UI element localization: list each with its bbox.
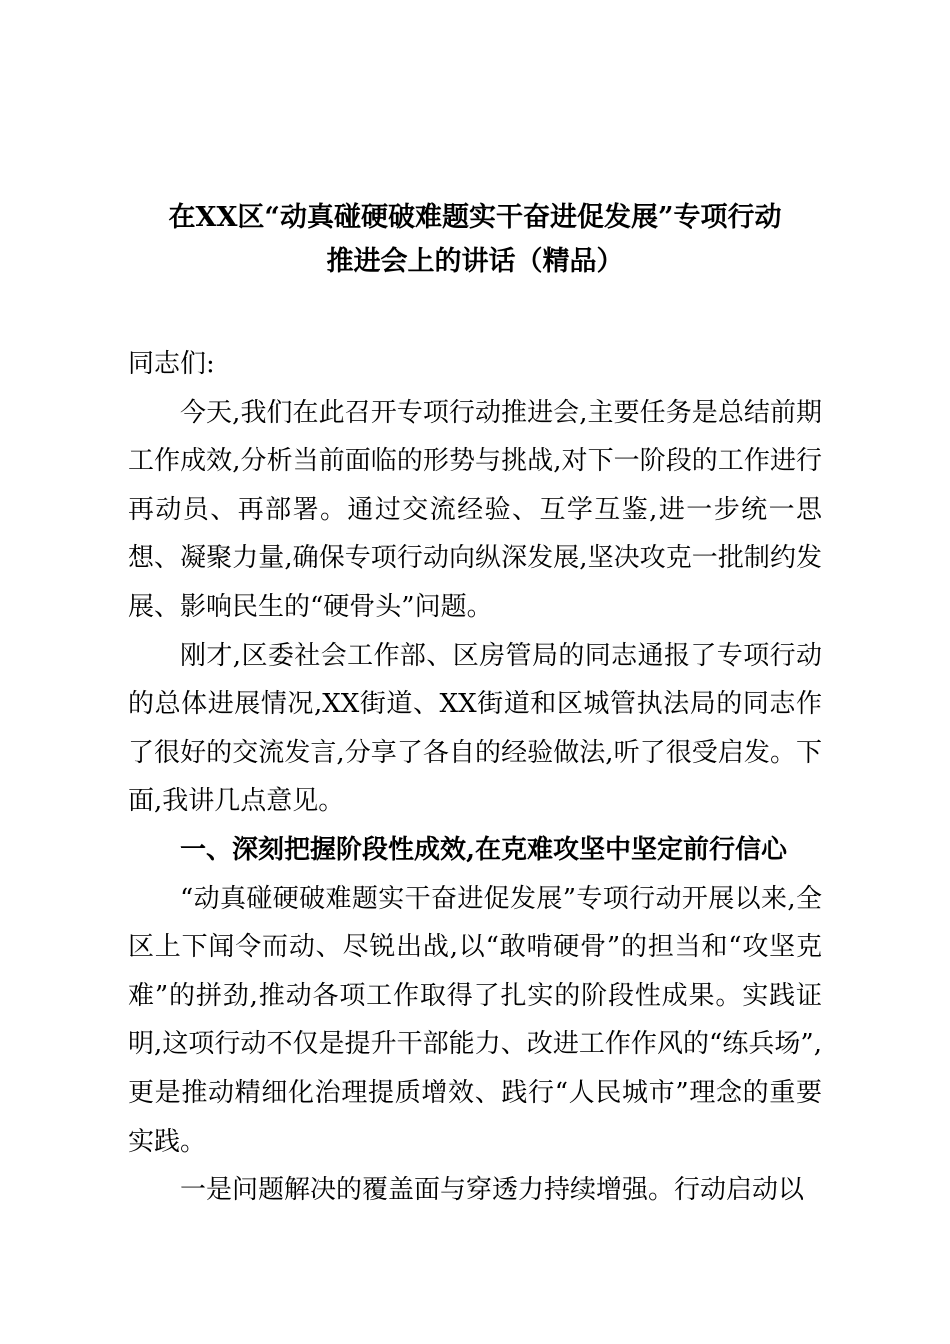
title-line-2: 推进会上的讲话（精品） xyxy=(326,246,624,277)
paragraph: 今天,我们在此召开专项行动推进会,主要任务是总结前期工作成效,分析当前面临的形势与挑战,对下一阶段的工作进行再动员、再部署。通过交流经验、互学互鉴,进一步统一思想、凝聚力量,确保专项行动向纵深发展,坚决攻克一批制约发展、影响民生的“硬骨头”问题。 xyxy=(128,397,822,622)
paragraph: “动真碰硬破难题实干奋进促发展”专项行动开展以来,全区上下闻令而动、尽锐出战,以“敢啃硬骨”的担当和“攻坚克难”的拼劲,推动各项工作取得了扎实的阶段性成果。实践证明,这项行动不仅是提升干部能力、改进工作作风的“练兵场”,更是推动精细化治理提质增效、践行“人民城市”理念的重要实践。 xyxy=(128,883,822,1157)
salutation: 同志们: xyxy=(128,349,215,379)
paragraph: 一是问题解决的覆盖面与穿透力持续增强。行动启动以 xyxy=(180,1175,805,1206)
document-title xyxy=(128,196,822,284)
paragraph: 刚才,区委社会工作部、区房管局的同志通报了专项行动的总体进展情况,XX街道、XX街道和区城管执法局的同志作了很好的交流发言,分享了各自的经验做法,听了很受启发。下面,我讲几点意见。 xyxy=(128,640,822,817)
title-line-1: 在XX区“动真碰硬破难题实干奋进促发展”专项行动 xyxy=(168,202,782,233)
document-body xyxy=(128,340,822,1215)
section-heading: 一、深刻把握阶段性成效,在克难攻坚中坚定前行信心 xyxy=(180,834,788,865)
